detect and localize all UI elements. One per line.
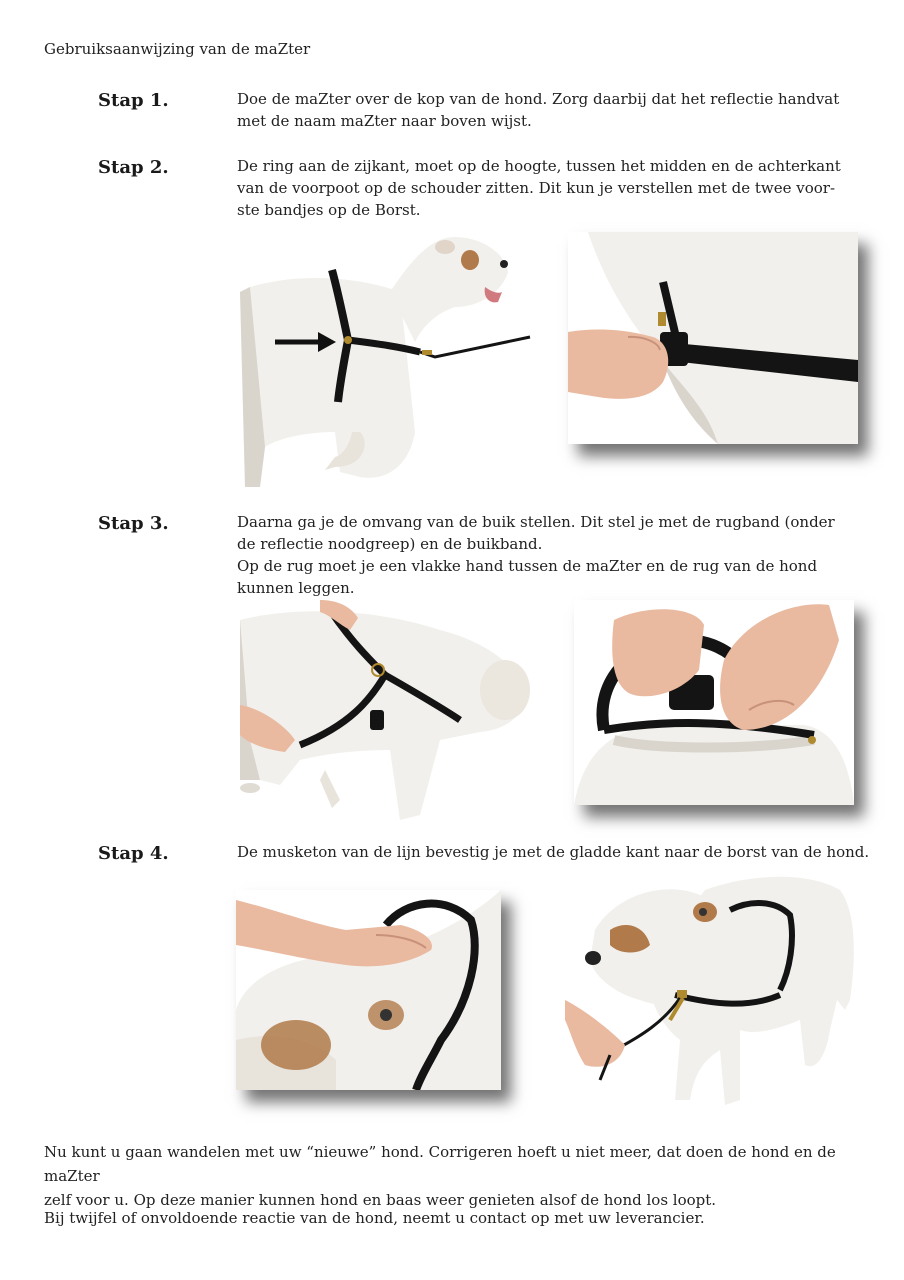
- photo-dog-with-leash: [565, 870, 860, 1115]
- step-2-label: Stap 2.: [98, 157, 169, 178]
- step-3-line: de reflectie noodgreep) en de buikband.: [237, 535, 543, 553]
- step-3-label: Stap 3.: [98, 513, 169, 534]
- step-1-line: met de naam maZter naar boven wijst.: [237, 112, 532, 130]
- step-2-line: van de voorpoot op de schouder zitten. Dit kun je verstellen met de twee voor-: [237, 179, 836, 197]
- step-4-line: De musketon van de lijn bevestig je met de gladde kant naar de borst van de hond.: [237, 843, 870, 861]
- photo-buckle-closeup: [574, 600, 854, 805]
- step-3-line: kunnen leggen.: [237, 579, 355, 597]
- closing-paragraph: [44, 1140, 864, 1212]
- step-1-line: Doe de maZter over de kop van de hond. Zorg daarbij dat het reflectie handvat: [237, 90, 840, 108]
- photo-dog-side-arrow: [240, 232, 540, 490]
- closing-line: Nu kunt u gaan wandelen met uw “nieuwe” hond. Corrigeren hoeft u niet meer, dat doen de hond en de maZter: [44, 1143, 836, 1185]
- step-1-text: [237, 88, 877, 132]
- step-2-text: [237, 155, 877, 221]
- step-3-line: Op de rug moet je een vlakke hand tussen de maZter en de rug van de hond: [237, 557, 818, 575]
- step-3-line: Daarna ga je de omvang van de buik stellen. Dit stel je met de rugband (onder: [237, 513, 835, 531]
- photo-dog-back-adjust: [240, 600, 540, 825]
- page-title: Gebruiksaanwijzing van de maZter: [44, 40, 311, 58]
- step-2-line: ste bandjes op de Borst.: [237, 201, 421, 219]
- photo-hand-on-dog: [236, 890, 501, 1090]
- photo-adjust-chest-strap: [568, 232, 858, 444]
- step-4-text: [237, 841, 897, 863]
- step-4-label: Stap 4.: [98, 843, 169, 864]
- closing-contact-note: Bij twijfel of onvoldoende reactie van de hond, neemt u contact op met uw leverancier.: [44, 1209, 705, 1227]
- closing-line: zelf voor u. Op deze manier kunnen hond en baas weer genieten alsof de hond los loopt.: [44, 1191, 717, 1209]
- step-2-line: De ring aan de zijkant, moet op de hoogte, tussen het midden en de achterkant: [237, 157, 841, 175]
- step-3-text: [237, 511, 877, 599]
- step-1-label: Stap 1.: [98, 90, 169, 111]
